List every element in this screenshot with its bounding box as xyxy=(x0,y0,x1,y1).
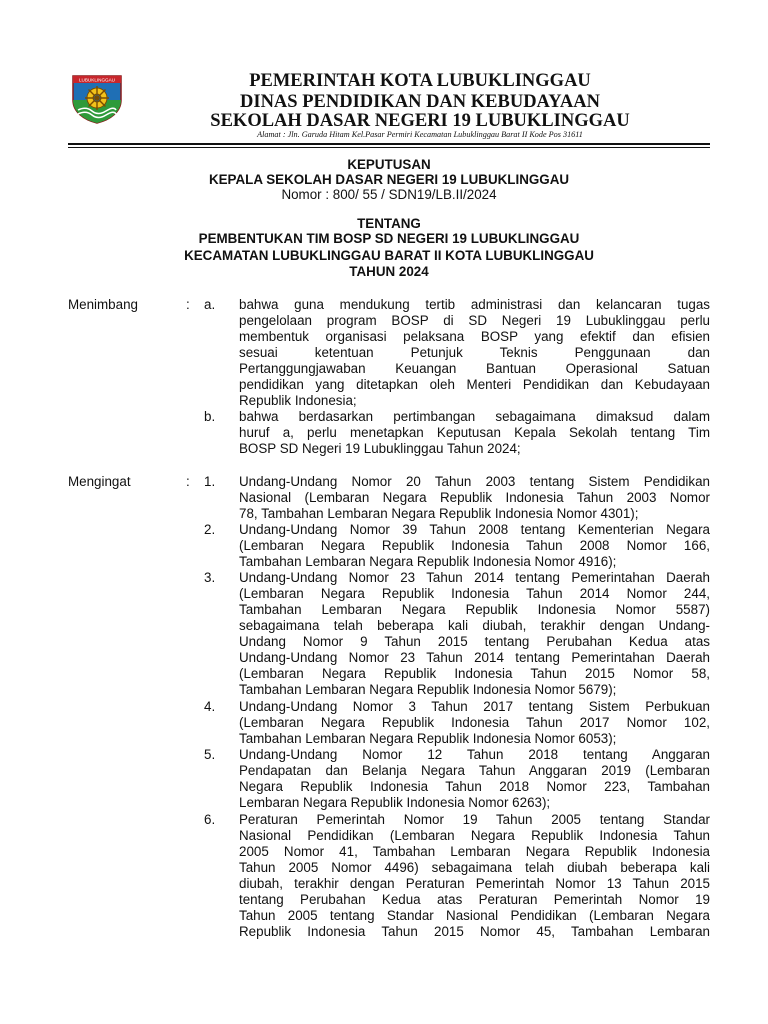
logo-banner-text: LUBUKLINGGAU xyxy=(79,77,115,83)
section-colon: : xyxy=(186,297,190,312)
item-line: Undang-Undang Nomor 23 Tahun 2014 tentang Pemerintahan Daerah xyxy=(239,570,710,585)
decree-subject-line-1: PEMBENTUKAN TIM BOSP SD NEGERI 19 LUBUKLINGGAU xyxy=(198,231,580,246)
item-line: Negara Republik Indonesia Tahun 2018 Nomor 223, Tambahan xyxy=(239,779,710,794)
item-line: BOSP SD Negeri 19 Lubuklinggau Tahun 2024; xyxy=(239,441,521,456)
item-line: (Lembaran Negara Republik Indonesia Tahun 2015 Nomor 58, xyxy=(239,666,710,681)
item-marker: 3. xyxy=(204,570,216,585)
item-marker: 1. xyxy=(204,474,216,489)
decree-issuer: KEPALA SEKOLAH DASAR NEGERI 19 LUBUKLINGGAU xyxy=(208,172,570,187)
decree-title: KEPUTUSAN xyxy=(347,157,431,172)
item-line: membentuk organisasi pelaksana BOSP yang efektif dan efisien xyxy=(239,329,710,344)
item-line: Undang-Undang Nomor 12 Tahun 2018 tentang Anggaran xyxy=(239,747,710,762)
item-line: sesuai ketentuan Petunjuk Teknis Penggunaan dan xyxy=(239,345,710,360)
item-line: 78, Tambahan Lembaran Negara Republik Indonesia Nomor 4301); xyxy=(239,506,639,521)
item-line: sebagaimana telah beberapa kali diubah, terakhir dengan Undang- xyxy=(239,618,710,633)
item-line: bahwa guna mendukung tertib administrasi dan kelancaran tugas xyxy=(239,297,710,312)
item-marker: 5. xyxy=(204,747,216,762)
item-line: Undang-Undang Nomor 3 Tahun 2017 tentang Sistem Perbukuan xyxy=(239,699,710,714)
item-line: Lembaran Negara Republik Indonesia Nomor 6263); xyxy=(239,795,551,810)
item-line: Tambahan Lembaran Negara Republik Indonesia Nomor 6053); xyxy=(239,731,617,746)
letterhead-line-3: SEKOLAH DASAR NEGERI 19 LUBUKLINGGAU xyxy=(210,111,630,131)
letterhead-line-2: DINAS PENDIDIKAN DAN KEBUDAYAAN xyxy=(240,92,600,112)
item-marker: b. xyxy=(204,409,216,424)
item-line: pendidikan yang ditetapkan oleh Menteri Pendidikan dan Kebudayaan xyxy=(239,377,710,392)
item-line: Undang-Undang Nomor 20 Tahun 2003 tentang Sistem Pendidikan xyxy=(239,474,710,489)
item-line: pengelolaan program BOSP di SD Negeri 19 Lubuklinggau perlu xyxy=(239,313,710,328)
item-line: Undang-Undang Nomor 23 Tahun 2014 tentang Pemerintahan Daerah xyxy=(239,650,710,665)
item-line: Undang-Undang Nomor 39 Tahun 2008 tentang Kementerian Negara xyxy=(239,522,710,537)
item-line: (Lembaran Negara Republik Indonesia Tahun 2017 Nomor 102, xyxy=(239,715,710,730)
item-line: bahwa berdasarkan pertimbangan sebagaimana dimaksud dalam xyxy=(239,409,710,424)
letterhead-rule-thick xyxy=(68,143,710,145)
item-line: Nasional (Lembaran Negara Republik Indonesia Tahun 2003 Nomor xyxy=(239,490,710,505)
item-line: Nasional Pendidikan (Lembaran Negara Republik Indonesia Tahun xyxy=(239,828,710,843)
item-line: 2005 Nomor 41, Tambahan Lembaran Negara Republik Indonesia xyxy=(239,844,710,859)
item-line: Tambahan Lembaran Negara Republik Indonesia Nomor 5679); xyxy=(239,682,617,697)
decree-number: Nomor : 800/ 55 / SDN19/LB.II/2024 xyxy=(281,187,497,202)
tentang-heading: TENTANG xyxy=(357,216,421,231)
letterhead-rule-thin xyxy=(68,147,710,148)
item-line: Undang Nomor 9 Tahun 2015 tentang Perubahan Kedua atas xyxy=(239,634,710,649)
item-line: Pertanggungjawaban Keuangan Bantuan Operasional Satuan xyxy=(239,361,710,376)
section-label-menimbang: Menimbang xyxy=(68,297,138,312)
item-line: (Lembaran Negara Republik Indonesia Tahun 2014 Nomor 244, xyxy=(239,586,710,601)
item-line: Pendapatan dan Belanja Negara Tahun Anggaran 2019 (Lembaran xyxy=(239,763,710,778)
decree-subject-line-2: KECAMATAN LUBUKLINGGAU BARAT II KOTA LUBUKLINGGAU xyxy=(184,248,594,263)
item-line: Tambahan Lembaran Negara Republik Indonesia Nomor 4916); xyxy=(239,554,617,569)
item-line: Republik Indonesia Tahun 2015 Nomor 45, Tambahan Lembaran xyxy=(239,924,710,939)
item-line: (Lembaran Negara Republik Indonesia Tahun 2008 Nomor 166, xyxy=(239,538,710,553)
item-line: diubah, terakhir dengan Peraturan Pemerintah Nomor 13 Tahun 2015 xyxy=(239,876,710,891)
item-line: Tahun 2005 tentang Standar Nasional Pendidikan (Lembaran Negara xyxy=(239,908,710,923)
section-colon: : xyxy=(186,474,190,489)
item-line: Tambahan Lembaran Negara Republik Indonesia Nomor 5587) xyxy=(239,602,710,617)
section-label-mengingat: Mengingat xyxy=(68,474,131,489)
item-marker: a. xyxy=(204,297,216,312)
city-crest-logo xyxy=(70,74,124,124)
letterhead-line-1: PEMERINTAH KOTA LUBUKLINGGAU xyxy=(249,71,591,91)
item-marker: 2. xyxy=(204,522,216,537)
item-line: Tahun 2005 Nomor 4496) sebagaimana telah diubah beberapa kali xyxy=(239,860,710,875)
item-line: huruf a, perlu menetapkan Keputusan Kepala Sekolah tentang Tim xyxy=(239,425,710,440)
item-marker: 4. xyxy=(204,699,216,714)
item-line: Peraturan Pemerintah Nomor 19 Tahun 2005 tentang Standar xyxy=(239,812,710,827)
letterhead-address: Alamat : Jln. Garuda Hitam Kel.Pasar Permiri Kecamatan Lubuklinggau Barat II Kode Pos 31611 xyxy=(257,130,583,139)
item-line: Republik Indonesia; xyxy=(239,393,357,408)
decree-subject-line-3: TAHUN 2024 xyxy=(349,264,429,279)
item-line: tentang Perubahan Kedua atas Peraturan Pemerintah Nomor 19 xyxy=(239,892,710,907)
item-marker: 6. xyxy=(204,812,216,827)
